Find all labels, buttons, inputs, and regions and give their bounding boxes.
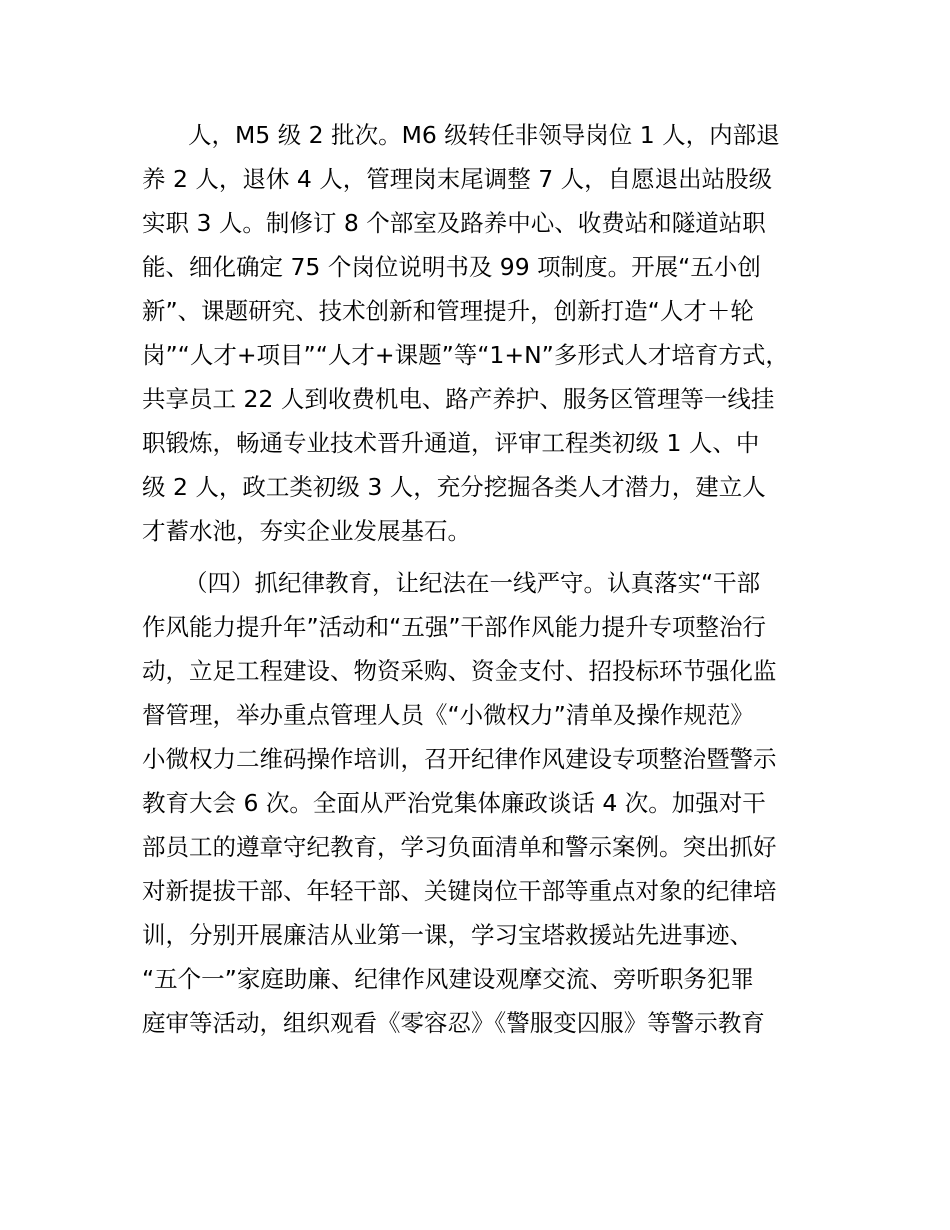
- paragraph-1-line-8: 职锻炼，畅通专业技术晋升通道，评审工程类初级 1 人、中: [142, 429, 760, 457]
- paragraph-2-line-3: 动，立足工程建设、物资采购、资金支付、招投标环节强化监: [142, 657, 777, 685]
- paragraph-2-line-9: 训，分别开展廉洁从业第一课，学习宝塔救援站先进事迹、: [142, 921, 753, 949]
- paragraph-2-line-1: （四）抓纪律教育，让纪法在一线严守。认真落实“干部: [184, 569, 761, 597]
- paragraph-1-line-10: 才蓄水池，夯实企业发展基石。: [142, 517, 471, 545]
- paragraph-1-line-2: 养 2 人，退休 4 人，管理岗末尾调整 7 人，自愿退出站股级: [142, 165, 773, 193]
- paragraph-1-line-4: 能、细化确定 75 个岗位说明书及 99 项制度。开展“五小创: [142, 253, 761, 281]
- paragraph-1-line-9: 级 2 人，政工类初级 3 人，充分挖掘各类人才潜力，建立人: [142, 473, 766, 501]
- paragraph-1-line-6: 岗”“人才+项目”“人才+课题”等“1+N”多形式人才培育方式，: [142, 341, 789, 369]
- paragraph-2-line-6: 教育大会 6 次。全面从严治党集体廉政谈话 4 次。加强对干: [142, 789, 766, 817]
- paragraph-1-line-7: 共享员工 22 人到收费机电、路产养护、服务区管理等一线挂: [142, 385, 775, 413]
- paragraph-2-line-4: 督管理，举办重点管理人员《“小微权力”清单及操作规范》: [142, 701, 754, 729]
- paragraph-2-line-7: 部员工的遵章守纪教育，学习负面清单和警示案例。突出抓好: [142, 833, 777, 861]
- paragraph-2-line-2: 作风能力提升年”活动和“五强”干部作风能力提升专项整治行: [142, 613, 767, 641]
- paragraph-1-line-1: 人，M5 级 2 批次。M6 级转任非领导岗位 1 人，内部退: [188, 121, 780, 149]
- paragraph-2-line-8: 对新提拔干部、年轻干部、关键岗位干部等重点对象的纪律培: [142, 877, 777, 905]
- paragraph-2-line-11: 庭审等活动，组织观看《零容忍》《警服变囚服》等警示教育: [142, 1009, 765, 1037]
- paragraph-2-line-5: 小微权力二维码操作培训，召开纪律作风建设专项整治暨警示: [142, 745, 777, 773]
- paragraph-2-line-10: “五个一”家庭助廉、纪律作风建设观摩交流、旁听职务犯罪: [142, 965, 754, 993]
- paragraph-1-line-3: 实职 3 人。制修订 8 个部室及路养中心、收费站和隧道站职: [142, 209, 766, 237]
- paragraph-1-line-5: 新”、课题研究、技术创新和管理提升，创新打造“人才＋轮: [142, 297, 754, 325]
